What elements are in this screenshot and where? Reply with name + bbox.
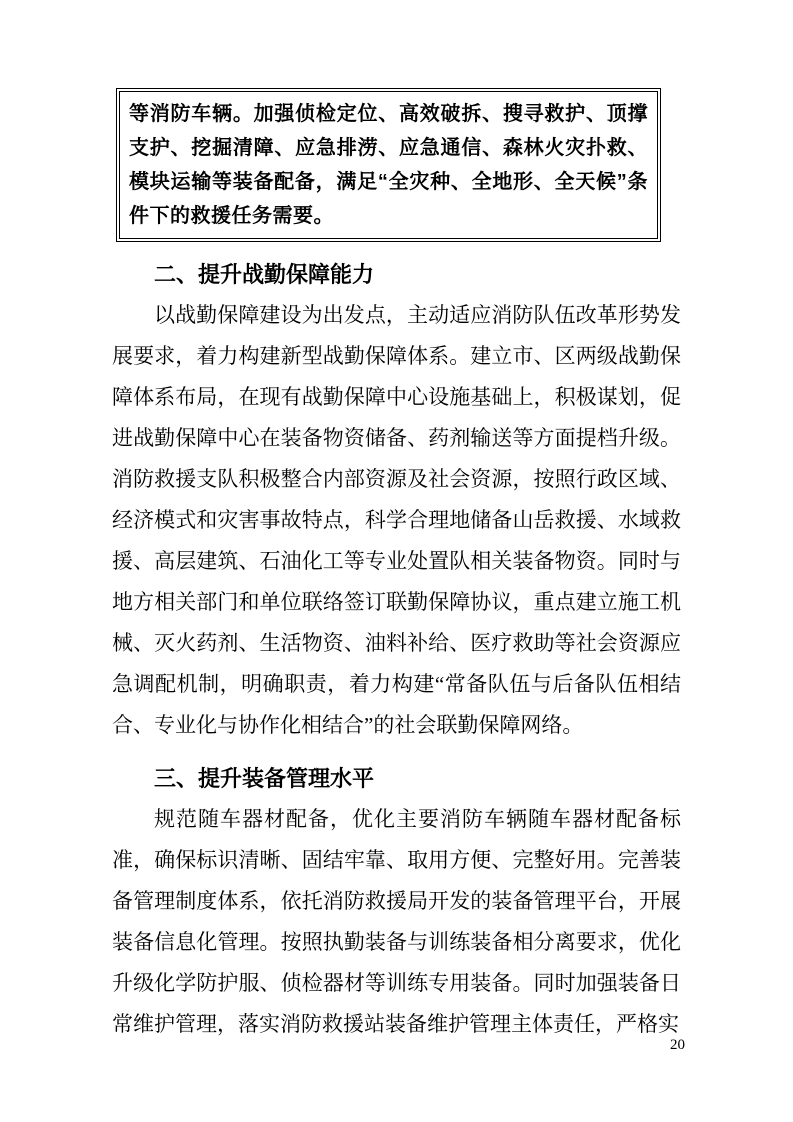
- section-heading-3: 三、提升装备管理水平: [154, 766, 375, 791]
- boxed-paragraph: 等消防车辆。加强侦检定位、高效破拆、搜寻救护、顶撑支护、挖掘清障、应急排涝、应急通信、森林火灾扑救、模块运输等装备配备，满足“全灾种、全地形、全天候”条件下的救援任务需要。: [129, 103, 648, 227]
- page-content: [112, 88, 681, 1045]
- body-paragraph-section-3: 规范随车器材配备，优化主要消防车辆随车器材配备标准，确保标识清晰、固结牢靠、取用方便、完整好用。完善装备管理制度体系，依托消防救援局开发的装备管理平台，开展装备信息化管理。按照执勤装备与训练装备相分离要求，优化升级化学防护服、侦检器材等训练专用装备。同时加强装备日常维护管理，落实消防救援站装备维护管理主体责任，严格实: [112, 807, 681, 1036]
- highlight-box: [116, 88, 661, 242]
- page-number: 20: [670, 1037, 685, 1053]
- section-heading-2: 二、提升战勤保障能力: [154, 262, 375, 287]
- body-paragraph-section-2: 以战勤保障建设为出发点，主动适应消防队伍改革形势发展要求，着力构建新型战勤保障体系。建立市、区两级战勤保障体系布局，在现有战勤保障中心设施基础上，积极谋划，促进战勤保障中心在装备物资储备、药剂输送等方面提档升级。消防救援支队积极整合内部资源及社会资源，按照行政区域、经济模式和灾害事故特点，科学合理地储备山岳救援、水域救援、高层建筑、石油化工等专业处置队相关装备物资。同时与地方相关部门和单位联络签订联勤保障协议，重点建立施工机械、灭火药剂、生活物资、油料补给、医疗救助等社会资源应急调配机制，明确职责，着力构建“常备队伍与后备队伍相结合、专业化与协作化相结合”的社会联勤保障网络。: [112, 303, 681, 737]
